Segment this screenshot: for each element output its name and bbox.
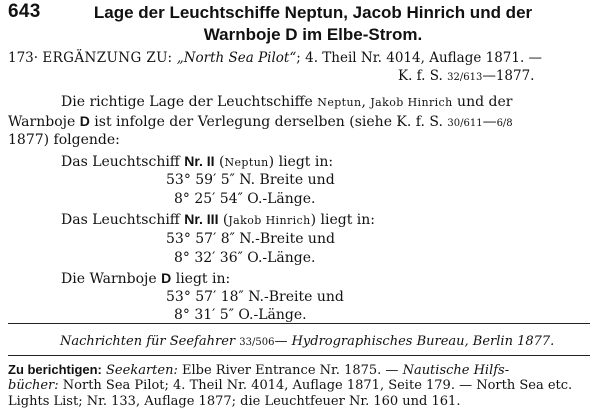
- entry-number: Nr. III: [184, 211, 219, 227]
- entry-longitude: 8° 25′ 54″ O.-Länge.: [174, 191, 316, 207]
- entry-intro: Das Leuchtschiff: [61, 154, 180, 170]
- title-line-2: Warnboje D im Elbe-Strom.: [203, 25, 423, 44]
- body-line-2: [8, 113, 513, 132]
- body-line-1: Die richtige Lage der Leuchtschiffe Neptun, Jakob Hinrich und der: [61, 94, 513, 110]
- corrections-label: Zu berichtigen:: [8, 362, 102, 377]
- source-line: [60, 333, 554, 351]
- corrections-category: Seekarten:: [106, 363, 178, 378]
- corrections-line-3: Lights List; Nr. 133, Auflage 1877; die Leuchtfeuer Nr. 160 und 161.: [8, 394, 461, 409]
- entry-heading: Das Leuchtschiff Nr. II (Neptun) liegt in:: [61, 153, 334, 170]
- kfs-line: [398, 68, 534, 86]
- corrections-line-2: [8, 378, 572, 394]
- corrections-text: North Sea Pilot; 4. Theil Nr. 4014, Auflage 1871, Seite 179. — North Sea etc.: [62, 378, 573, 393]
- ship-name-jakob: Jakob Hinrich: [370, 96, 453, 109]
- entry-latitude: 53° 57′ 18″ N.-Breite und: [166, 289, 344, 305]
- corrections-category: Nautische Hilfs-: [402, 363, 510, 378]
- entry-longitude: 8° 31′ 5″ O.-Länge.: [174, 307, 307, 323]
- source-fraction: 33/506: [239, 337, 275, 348]
- title-line-1: Lage der Leuchtschiffe Neptun, Jacob Hinrich und der: [93, 3, 533, 22]
- body-text: ist infolge der Verlegung derselben (siehe K. f. S.: [94, 114, 443, 130]
- entry-number: D: [161, 270, 172, 286]
- kfs-fraction-1: 30/611: [447, 118, 483, 129]
- entry-heading: Das Leuchtschiff Nr. III (Jakob Hinrich) liegt in:: [61, 211, 376, 228]
- entry-intro: Das Leuchtschiff: [61, 212, 180, 228]
- entry-ship-name: Jakob Hinrich: [228, 214, 311, 227]
- source-text: — Hydrographisches Bureau, Berlin 1877.: [274, 334, 555, 349]
- reference-prefix: 173·: [8, 50, 39, 66]
- body-text: Warnboje: [8, 114, 76, 130]
- reference-line: [8, 50, 542, 67]
- ship-name-neptun: Neptun: [317, 96, 362, 109]
- divider: [8, 323, 590, 324]
- body-text: Die richtige Lage der Leuchtschiffe: [61, 94, 313, 110]
- entry-number: Nr. II: [184, 153, 215, 169]
- kfs-label: K. f. S.: [398, 68, 443, 84]
- corrections-text: Elbe River Entrance Nr. 1875. —: [181, 363, 399, 378]
- divider: [8, 355, 590, 356]
- reference-title: „North Sea Pilot“: [176, 50, 297, 66]
- corrections-line-1: [8, 362, 509, 379]
- kfs-fraction-2: 6/8: [496, 118, 513, 129]
- corrections-category: bücher:: [8, 378, 59, 393]
- reference-label: ERGÄNZUNG ZU:: [42, 50, 173, 66]
- entry-latitude: 53° 59′ 5″ N. Breite und: [166, 172, 335, 188]
- kfs-year: —1877.: [482, 68, 535, 84]
- entry-suffix: liegt in:: [278, 154, 334, 170]
- entry-suffix: liegt in:: [175, 271, 231, 287]
- entry-intro: Die Warnboje: [61, 271, 157, 287]
- kfs-fraction: 32/613: [447, 72, 483, 83]
- entry-heading: [61, 270, 230, 288]
- entry-longitude: 8° 32′ 36″ O.-Länge.: [174, 250, 316, 266]
- source-text: Nachrichten für Seefahrer: [60, 334, 236, 349]
- body-text: und der: [457, 94, 513, 110]
- entry-latitude: 53° 57′ 8″ N.-Breite und: [166, 231, 335, 247]
- entry-ship-name: Neptun: [224, 156, 269, 169]
- buoy-letter: D: [79, 113, 90, 129]
- body-line-3: 1877) folgende:: [8, 132, 120, 148]
- notice-number: 643: [8, 1, 41, 22]
- reference-rest: ; 4. Theil Nr. 4014, Auflage 1871. —: [296, 50, 543, 66]
- entry-suffix: liegt in:: [320, 212, 376, 228]
- dash: —: [482, 114, 497, 130]
